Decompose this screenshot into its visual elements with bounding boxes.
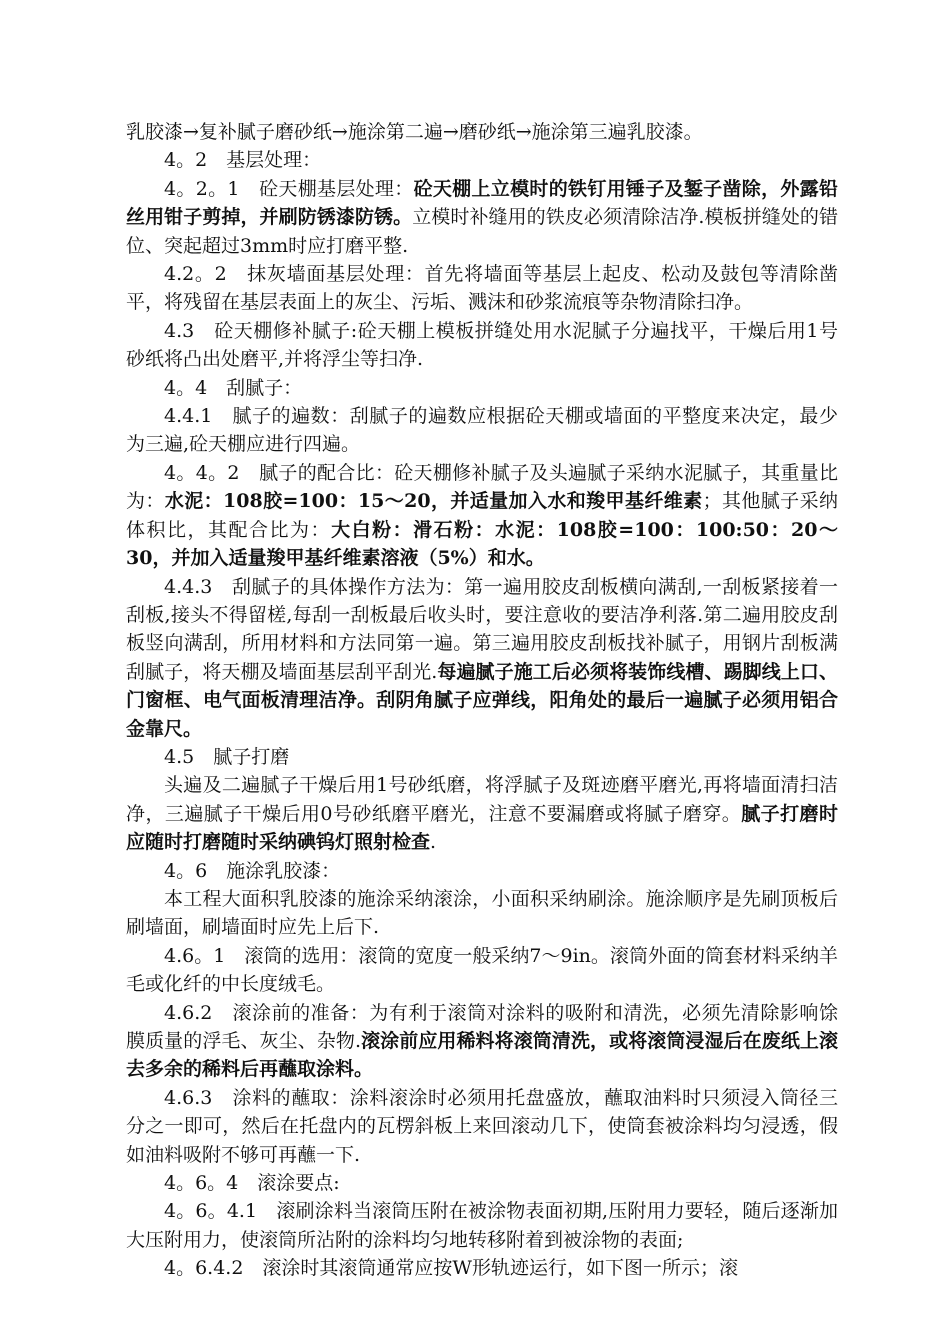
paragraph-4-4-2 — [126, 459, 838, 573]
text-segment: 4。2。1 砼天棚基层处理： — [164, 177, 414, 200]
bold-segment: 水泥：108胶=100：15～20，并适量加入水和羧甲基纤维素 — [164, 490, 703, 513]
heading-4-2 — [126, 146, 838, 174]
heading-4-6 — [126, 857, 838, 885]
paragraph-4-5-body — [126, 771, 838, 856]
paragraph-4-4-3 — [126, 573, 838, 743]
text-segment: 4.5 腻子打磨 — [164, 745, 290, 768]
text-segment: 4。6.4.2 滚涂时其滚筒通常应按W形轨迹运行，如下图一所示；滚 — [164, 1257, 738, 1280]
document-body — [126, 118, 838, 1283]
text-segment: 头遍及二遍腻子干燥后用1号砂纸磨，将浮腻子及斑迹磨平磨光,再将墙面清扫洁净，三遍腻子干燥后用0号砂纸磨平磨光，注意不要漏磨或将腻子磨穿。 — [126, 774, 838, 825]
heading-4-4 — [126, 374, 838, 402]
paragraph-4-6-3 — [126, 1084, 838, 1169]
paragraph-4-4-1 — [126, 402, 838, 459]
text-segment: 立模时补缝用的铁皮必须清除洁净.模板拼缝处的错位、突起超过3mm时应打磨平整. — [126, 206, 838, 257]
text-segment: 乳胶漆→复补腻子磨砂纸→施涂第二遍→磨砂纸→施涂第三遍乳胶漆。 — [126, 121, 703, 143]
text-segment: 4。6 施涂乳胶漆： — [164, 859, 341, 882]
text-segment: ；其他腻子采纳体积比，其配合比为： — [126, 490, 838, 541]
paragraph-4-2-1 — [126, 175, 838, 260]
text-segment: 4。6。4 滚涂要点: — [164, 1172, 340, 1195]
bold-segment: 砼天棚上立模时的铁钉用锤子及錾子凿除，外露铅丝用钳子剪掉，并刷防锈漆防锈。 — [126, 177, 838, 229]
text-segment: 4.4.3 刮腻子的具体操作方法为：第一遍用胶皮刮板横向满刮,一刮板紧接着一刮板,接头不得留槎,每刮一刮板最后收头时，要注意收的要洁净利落.第二遍用胶皮刮板竖向满刮，所用材料和方法同第一遍。第三遍用胶皮刮板找补腻子，用钢片刮板满刮腻子，将天棚及墙面基层刮平刮光. — [126, 575, 838, 683]
paragraph-4-2-2 — [126, 260, 838, 317]
paragraph-4-6-1 — [126, 942, 838, 999]
heading-4-5 — [126, 743, 838, 771]
bold-segment: 每遍腻子施工后必须将装饰线槽、踢脚线上口、门窗框、电气面板清理洁净。刮阴角腻子应弹线，阳角处的最后一遍腻子必须用铝合金靠尺。 — [126, 660, 838, 740]
text-segment: 本工程大面积乳胶漆的施涂采纳滚涂，小面积采纳刷涂。施涂顺序是先刷顶板后刷墙面，刷墙面时应先上后下. — [126, 887, 838, 939]
paragraph-4-6-4-1 — [126, 1197, 838, 1254]
text-segment: 4.4.1 腻子的遍数：刮腻子的遍数应根据砼天棚或墙面的平整度来决定，最少为三遍,砼天棚应进行四遍。 — [126, 405, 838, 456]
bold-segment: 大白粉：滑石粉：水泥：108胶=100：100:50：20～30，并加入适量羧甲基纤维素溶液（5%）和水。 — [126, 518, 838, 570]
heading-4-6-4 — [126, 1169, 838, 1197]
text-segment: 4.3 砼天棚修补腻子:砼天棚上模板拼缝处用水泥腻子分遍找平，干燥后用1号砂纸将凸出处磨平,并将浮尘等扫净. — [126, 319, 838, 371]
paragraph-4-6-4-2 — [126, 1254, 838, 1282]
paragraph-p0 — [126, 118, 838, 146]
text-segment: 4.6.2 滚涂前的准备：为有利于滚筒对涂料的吸附和清洗，必须先清除影响馀膜质量的浮毛、灰尘、杂物. — [126, 1001, 838, 1052]
text-segment: 4。2 基层处理： — [164, 149, 322, 172]
text-segment: 4.6.3 涂料的蘸取：涂料滚涂时必须用托盘盛放，蘸取油料时只须浸入筒径三分之一即可，然后在托盘内的瓦楞斜板上来回滚动几下，使筒套被涂料均匀浸透，假如油料吸附不够可再蘸一下. — [126, 1086, 838, 1166]
paragraph-4-3 — [126, 317, 838, 374]
text-segment: 4。6。4.1 滚刷涂料当滚筒压附在被涂物表面初期,压附用力要轻，随后逐渐加大压附用力，使滚筒所沾附的涂料均匀地转移附着到被涂物的表面; — [126, 1200, 838, 1251]
text-segment: . — [430, 831, 437, 854]
bold-segment: 滚涂前应用稀料将滚筒清洗，或将滚筒浸湿后在废纸上滚去多余的稀料后再蘸取涂料。 — [126, 1030, 838, 1081]
text-segment: 4.6。1 滚筒的选用：滚筒的宽度一般采纳7～9in。滚筒外面的筒套材料采纳羊毛或化纤的中长度绒毛。 — [126, 944, 838, 996]
paragraph-4-6-2 — [126, 999, 838, 1084]
text-segment: 4。4 刮腻子： — [164, 376, 303, 399]
text-segment: 4.2。2 抹灰墙面基层处理：首先将墙面等基层上起皮、松动及鼓包等清除凿平，将残留在基层表面上的灰尘、污垢、溅沫和砂浆流痕等杂物清除扫净。 — [126, 263, 838, 314]
paragraph-4-6-body — [126, 885, 838, 942]
bold-segment: 腻子打磨时应随时打磨随时采纳碘钨灯照射检查 — [126, 802, 838, 854]
text-segment: 4。4。2 腻子的配合比：砼天棚修补腻子及头遍腻子采纳水泥腻子，其重量比为： — [126, 461, 838, 513]
